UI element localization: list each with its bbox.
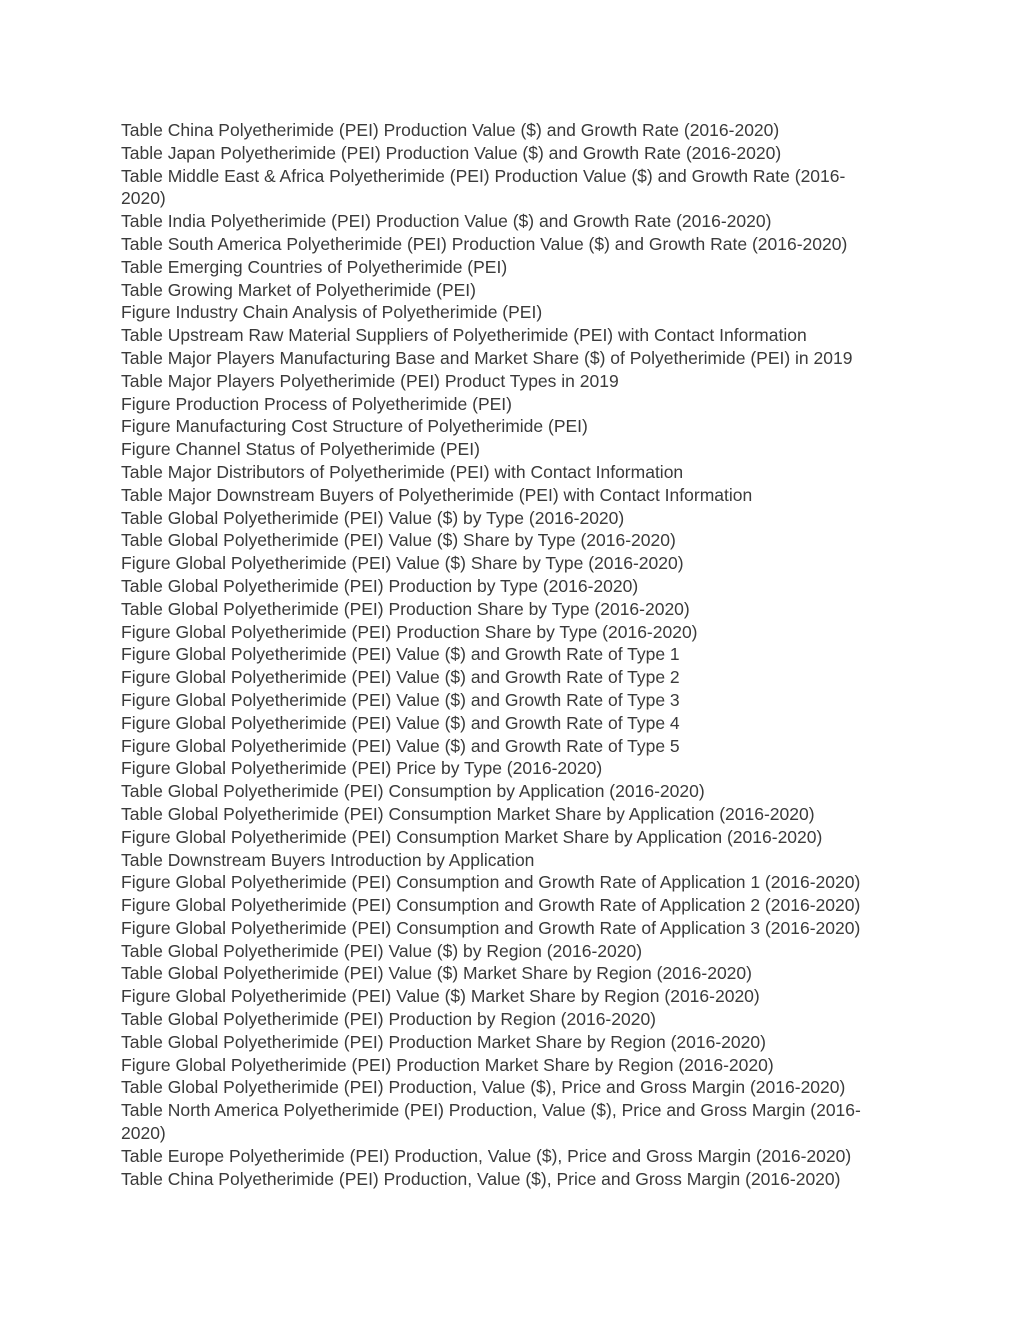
figure-table-list [121,119,911,1190]
list-item: Figure Global Polyetherimide (PEI) Consumption Market Share by Application (2016-2020) [121,826,823,847]
list-item: Figure Global Polyetherimide (PEI) Value ($) and Growth Rate of Type 4 [121,712,680,733]
list-item: Figure Global Polyetherimide (PEI) Price by Type (2016-2020) [121,758,603,779]
list-item: Table Global Polyetherimide (PEI) Production by Region (2016-2020) [121,1009,657,1030]
list-item: Table Emerging Countries of Polyetherimide (PEI) [121,256,508,277]
list-item: Table Major Players Manufacturing Base and Market Share ($) of Polyetherimide (PEI) in 2019 [121,347,853,368]
list-item: Table Global Polyetherimide (PEI) Production Market Share by Region (2016-2020) [121,1031,766,1052]
list-item: Table North America Polyetherimide (PEI) Production, Value ($), Price and Gross Margin (2016- 2020) [121,1100,861,1144]
list-item: Figure Global Polyetherimide (PEI) Production Market Share by Region (2016-2020) [121,1054,774,1075]
list-item: Table Middle East & Africa Polyetherimide (PEI) Production Value ($) and Growth Rate (2016- 2020) [121,165,846,209]
list-item: Figure Global Polyetherimide (PEI) Value ($) and Growth Rate of Type 1 [121,644,680,665]
list-item: Table China Polyetherimide (PEI) Production, Value ($), Price and Gross Margin (2016-2020) [121,1168,841,1189]
list-item: Table Major Distributors of Polyetherimide (PEI) with Contact Information [121,461,684,482]
list-item: Table Global Polyetherimide (PEI) Value ($) Share by Type (2016-2020) [121,530,676,551]
list-item: Figure Global Polyetherimide (PEI) Value ($) and Growth Rate of Type 5 [121,735,680,756]
list-item: Figure Global Polyetherimide (PEI) Value ($) and Growth Rate of Type 3 [121,689,680,710]
list-item: Table Europe Polyetherimide (PEI) Production, Value ($), Price and Gross Margin (2016-2020) [121,1145,852,1166]
list-item: Table South America Polyetherimide (PEI) Production Value ($) and Growth Rate (2016-2020) [121,233,848,254]
list-item: Figure Global Polyetherimide (PEI) Value ($) Market Share by Region (2016-2020) [121,986,760,1007]
list-item: Figure Global Polyetherimide (PEI) Consumption and Growth Rate of Application 3 (2016-2020) [121,917,861,938]
list-item: Table Upstream Raw Material Suppliers of Polyetherimide (PEI) with Contact Information [121,325,807,346]
list-item: Table Global Polyetherimide (PEI) Consumption Market Share by Application (2016-2020) [121,803,815,824]
list-item: Table Major Downstream Buyers of Polyetherimide (PEI) with Contact Information [121,484,753,505]
list-item: Table Major Players Polyetherimide (PEI) Product Types in 2019 [121,370,619,391]
list-item: Table Growing Market of Polyetherimide (PEI) [121,279,476,300]
list-item: Table Downstream Buyers Introduction by Application [121,849,535,870]
list-item: Table Japan Polyetherimide (PEI) Production Value ($) and Growth Rate (2016-2020) [121,142,782,163]
list-item: Table Global Polyetherimide (PEI) Value ($) by Region (2016-2020) [121,940,643,961]
list-item: Table China Polyetherimide (PEI) Production Value ($) and Growth Rate (2016-2020) [121,120,780,140]
list-item: Table Global Polyetherimide (PEI) Consumption by Application (2016-2020) [121,781,705,802]
list-item: Figure Global Polyetherimide (PEI) Consumption and Growth Rate of Application 2 (2016-2020) [121,895,861,916]
list-item: Table Global Polyetherimide (PEI) Value ($) Market Share by Region (2016-2020) [121,963,752,984]
list-item: Figure Global Polyetherimide (PEI) Consumption and Growth Rate of Application 1 (2016-2020) [121,872,861,893]
list-item: Figure Manufacturing Cost Structure of Polyetherimide (PEI) [121,416,588,437]
list-item: Table Global Polyetherimide (PEI) Production Share by Type (2016-2020) [121,598,690,619]
list-item: Figure Industry Chain Analysis of Polyetherimide (PEI) [121,302,543,323]
list-item: Figure Production Process of Polyetherimide (PEI) [121,393,512,414]
document-page [121,119,911,1190]
list-item: Table Global Polyetherimide (PEI) Production, Value ($), Price and Gross Margin (2016-2020) [121,1077,846,1098]
list-item: Table Global Polyetherimide (PEI) Value ($) by Type (2016-2020) [121,507,625,528]
list-item: Figure Global Polyetherimide (PEI) Production Share by Type (2016-2020) [121,621,698,642]
list-item: Figure Global Polyetherimide (PEI) Value ($) Share by Type (2016-2020) [121,553,684,574]
list-item: Figure Channel Status of Polyetherimide (PEI) [121,439,480,460]
list-item: Table Global Polyetherimide (PEI) Production by Type (2016-2020) [121,575,639,596]
list-item: Figure Global Polyetherimide (PEI) Value ($) and Growth Rate of Type 2 [121,667,680,688]
list-item: Table India Polyetherimide (PEI) Production Value ($) and Growth Rate (2016-2020) [121,211,772,232]
